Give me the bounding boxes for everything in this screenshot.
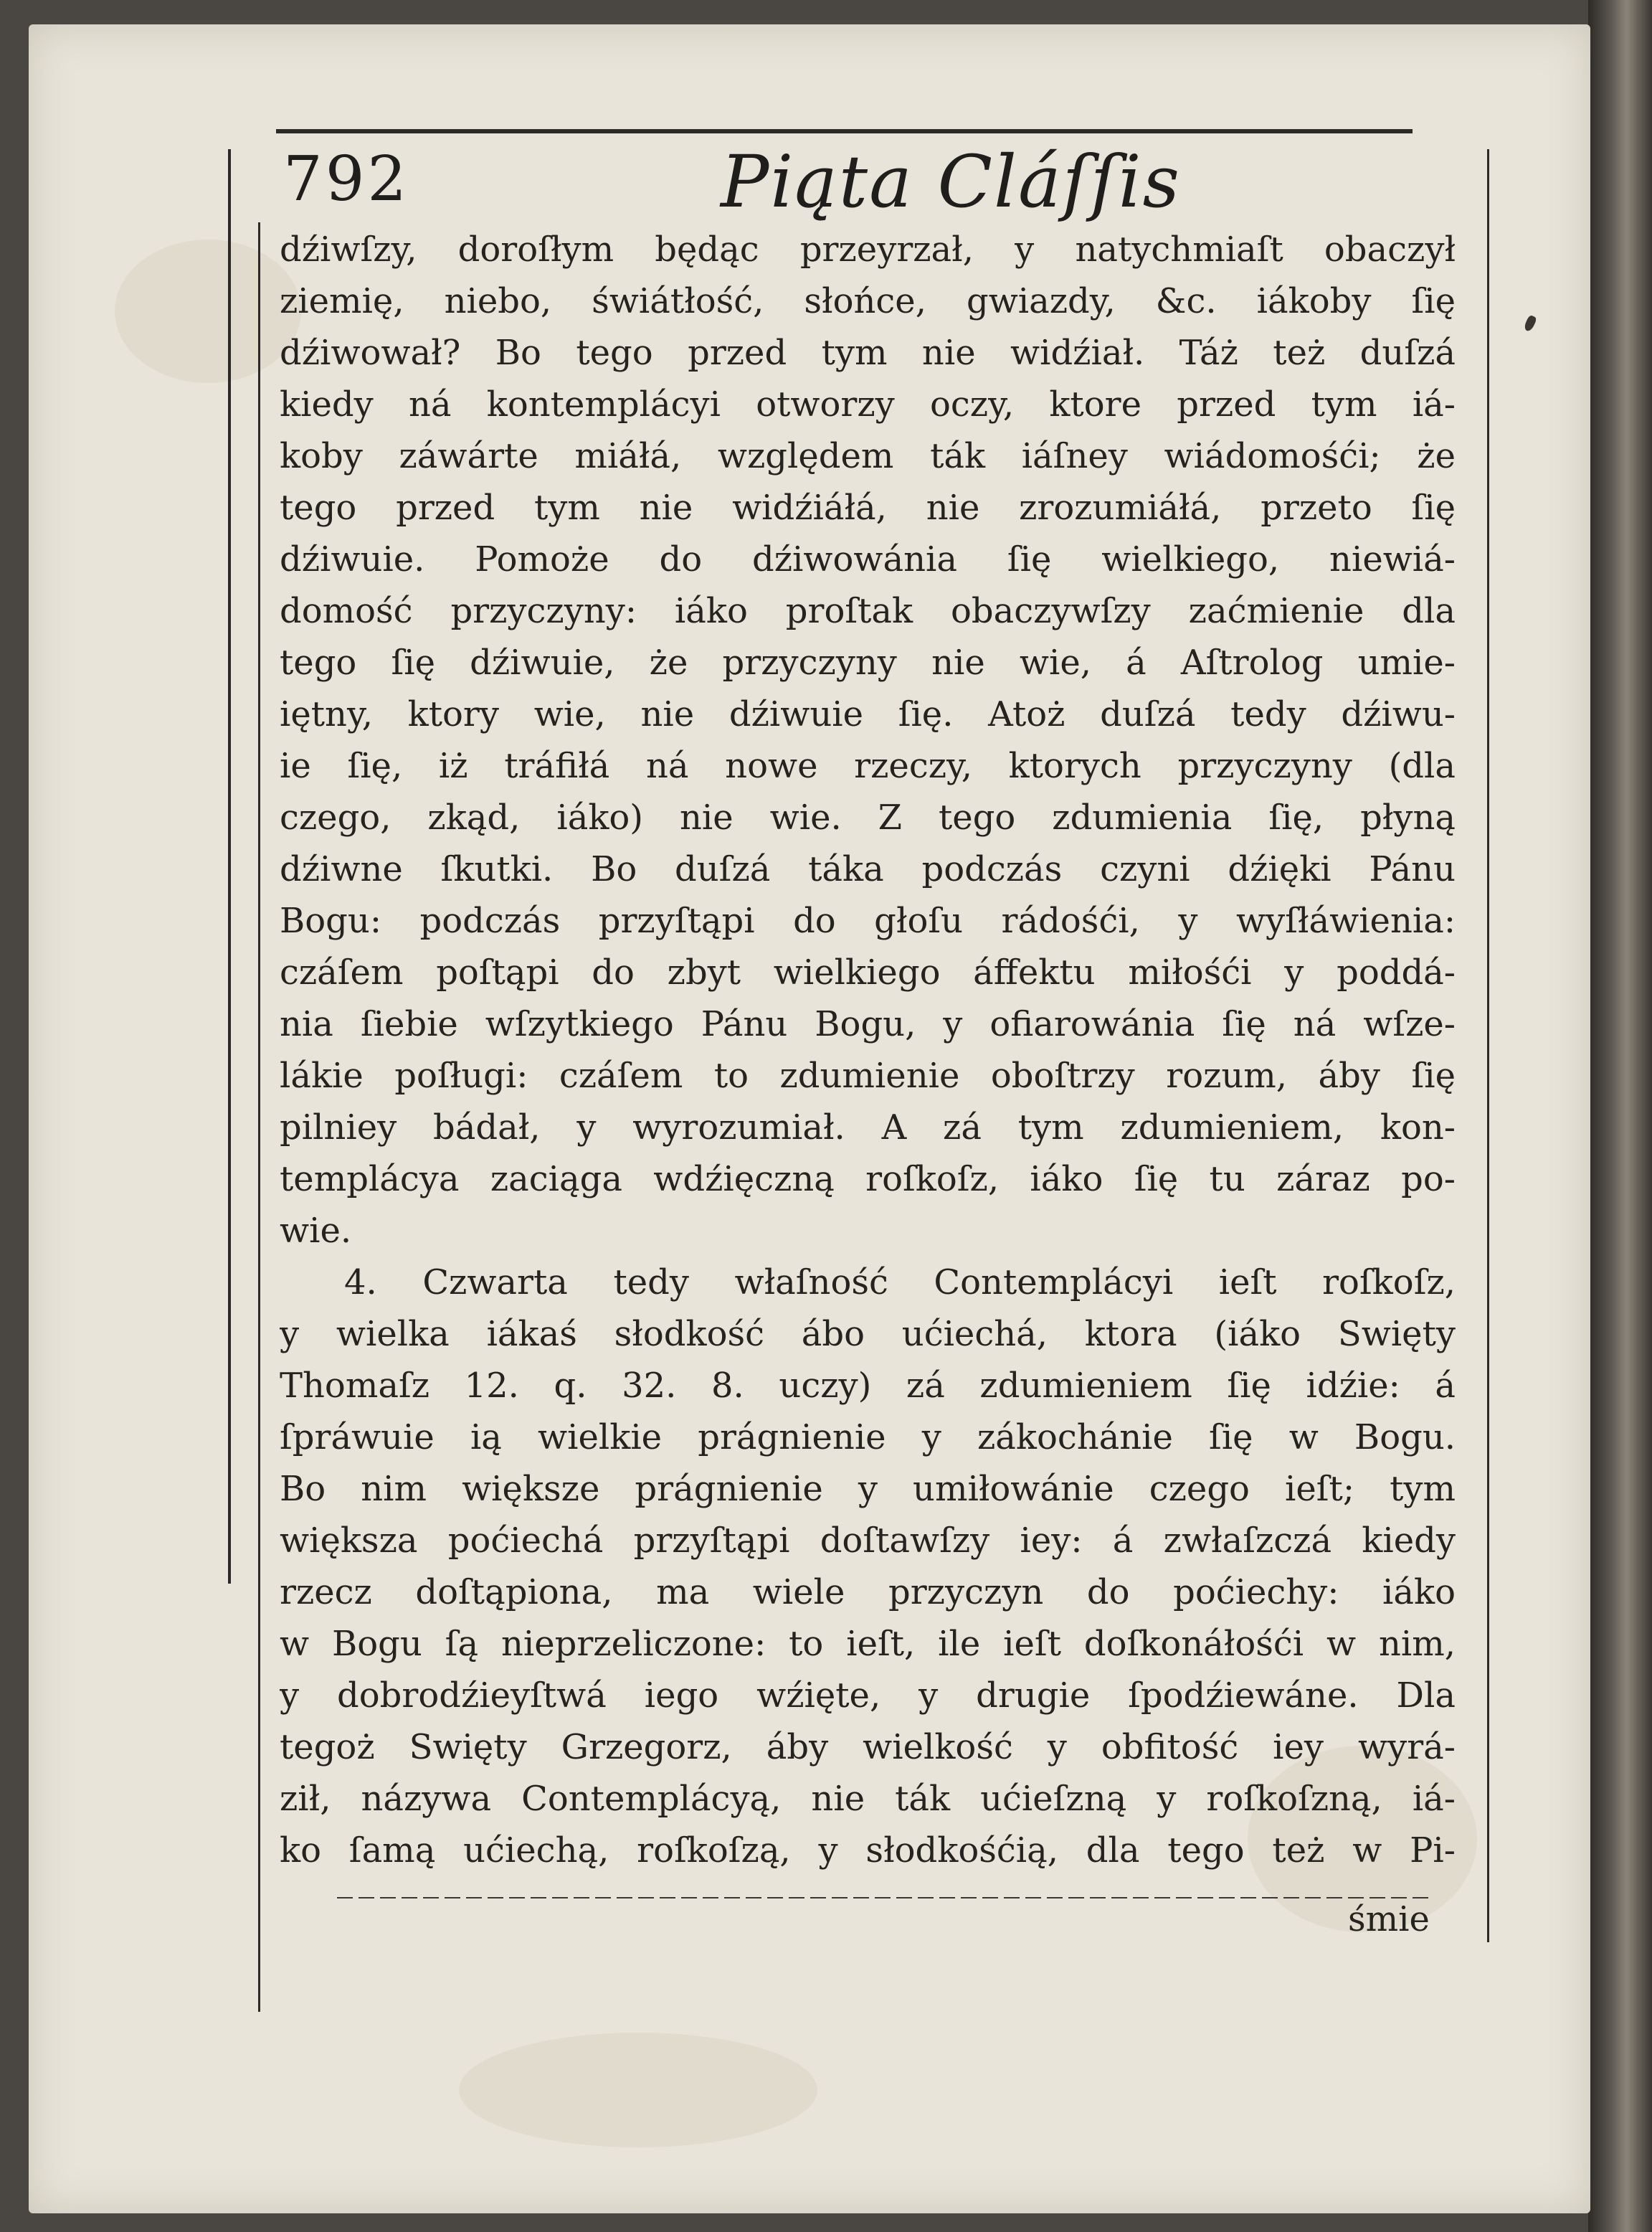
- text-line: tegoż Swięty Grzegorz, áby wielkość y obfitość iey wyrá-: [280, 1727, 1456, 1767]
- running-head: Piąta Cláſſis: [721, 140, 1181, 224]
- text-line: ko ſamą ućiechą, roſkoſzą, y słodkośćią, dla tego też w Pi-: [280, 1830, 1456, 1871]
- text-line: w Bogu ſą nieprzeliczone: to ieſt, ile ieſt doſkonáłośći w nim,: [280, 1624, 1456, 1664]
- header-rule: [276, 129, 1413, 133]
- text-line: czego, zkąd, iáko) nie wie. Z tego zdumienia ſię, płyną: [280, 798, 1456, 838]
- paper-stain: [459, 2033, 817, 2147]
- text-line: rzecz doſtąpiona, ma wiele przyczyn do poćiechy: iáko: [280, 1572, 1456, 1612]
- frame-rule-right: [1487, 149, 1489, 1942]
- text-line: wie.: [280, 1211, 352, 1251]
- text-line: ſpráwuie ią wielkie prágnienie y zákochánie ſię w Bogu.: [280, 1417, 1456, 1457]
- text-line: pilniey bádał, y wyrozumiał. A zá tym zdumieniem, kon-: [280, 1107, 1456, 1148]
- text-line: tego ſię dźiwuie, że przyczyny nie wie, á Aſtrolog umie-: [280, 643, 1456, 683]
- page-header: [276, 140, 1438, 230]
- text-line: kiedy ná kontemplácyi otworzy oczy, ktore przed tym iá-: [280, 384, 1456, 425]
- page-number: 792: [283, 143, 410, 215]
- text-line: czáſem poſtąpi do zbyt wielkiego áffektu miłośći y poddá-: [280, 952, 1456, 993]
- text-line: koby záwárte miáłá, względem ták iáſney wiádomośći; że: [280, 436, 1456, 476]
- text-line: Bo nim większe prágnienie y umiłowánie czego ieſt; tym: [280, 1469, 1456, 1509]
- frame-rule-left-outer: [228, 149, 231, 1584]
- text-line: Bogu: podczás przyſtąpi do głoſu rádośći, y wyſłáwienia:: [280, 901, 1456, 941]
- book-spine: [1588, 0, 1652, 2232]
- text-line: templácya zaciąga wdźięczną roſkoſz, iáko ſię tu záraz po-: [280, 1159, 1456, 1199]
- text-line: domość przyczyny: iáko proſtak obaczywſzy zaćmienie dla: [280, 591, 1456, 631]
- paragraph-start: 4. Czwarta tedy właſność Contemplácyi ieſt roſkoſz,: [344, 1262, 1456, 1302]
- text-line: dźiwuie. Pomoże do dźiwowánia ſię wielkiego, niewiá-: [280, 539, 1456, 580]
- text-line: Thomaſz 12. q. 32. 8. uczy) zá zdumieniem ſię idźie: á: [280, 1366, 1456, 1406]
- text-line: dźiwował? Bo tego przed tym nie widźiał. Táż też duſzá: [280, 333, 1456, 373]
- text-line: ziemię, niebo, świátłość, słońce, gwiazdy, &c. iákoby ſię: [280, 281, 1456, 321]
- paper-stain: [115, 240, 301, 383]
- text-line: iętny, ktory wie, nie dźiwuie ſię. Atoż duſzá tedy dźiwu-: [280, 694, 1456, 734]
- text-line: nia ſiebie wſzytkiego Pánu Bogu, y ofiarowánia ſię ná wſze-: [280, 1004, 1456, 1044]
- text-line: lákie poſługi: czáſem to zdumienie oboſtrzy rozum, áby ſię: [280, 1056, 1456, 1096]
- text-line: dźiwſzy, doroſłym będąc przeyrzał, y natychmiaſt obaczył: [280, 230, 1456, 270]
- text-line: ził, názywa Contemplácyą, nie ták ućieſzną y roſkoſzną, iá-: [280, 1779, 1456, 1819]
- text-line: większa poćiechá przyſtąpi doſtawſzy iey: á zwłaſzczá kiedy: [280, 1521, 1456, 1561]
- text-line: tego przed tym nie widźiáłá, nie zrozumiáłá, przeto ſię: [280, 488, 1456, 528]
- catchword: śmie: [1348, 1899, 1430, 1939]
- footer-rule: [337, 1897, 1434, 1898]
- frame-rule-left-inner: [258, 222, 260, 2012]
- text-line: ie ſię, iż tráfiłá ná nowe rzeczy, ktorych przyczyny (dla: [280, 746, 1456, 786]
- text-line: y wielka iákaś słodkość ábo ućiechá, ktora (iáko Swięty: [280, 1314, 1456, 1354]
- body-text: [280, 224, 1456, 1876]
- text-line: y dobrodźieyſtwá iego wźięte, y drugie ſpodźiewáne. Dla: [280, 1675, 1456, 1716]
- text-line: dźiwne ſkutki. Bo duſzá táka podczás czyni dźięki Pánu: [280, 849, 1456, 889]
